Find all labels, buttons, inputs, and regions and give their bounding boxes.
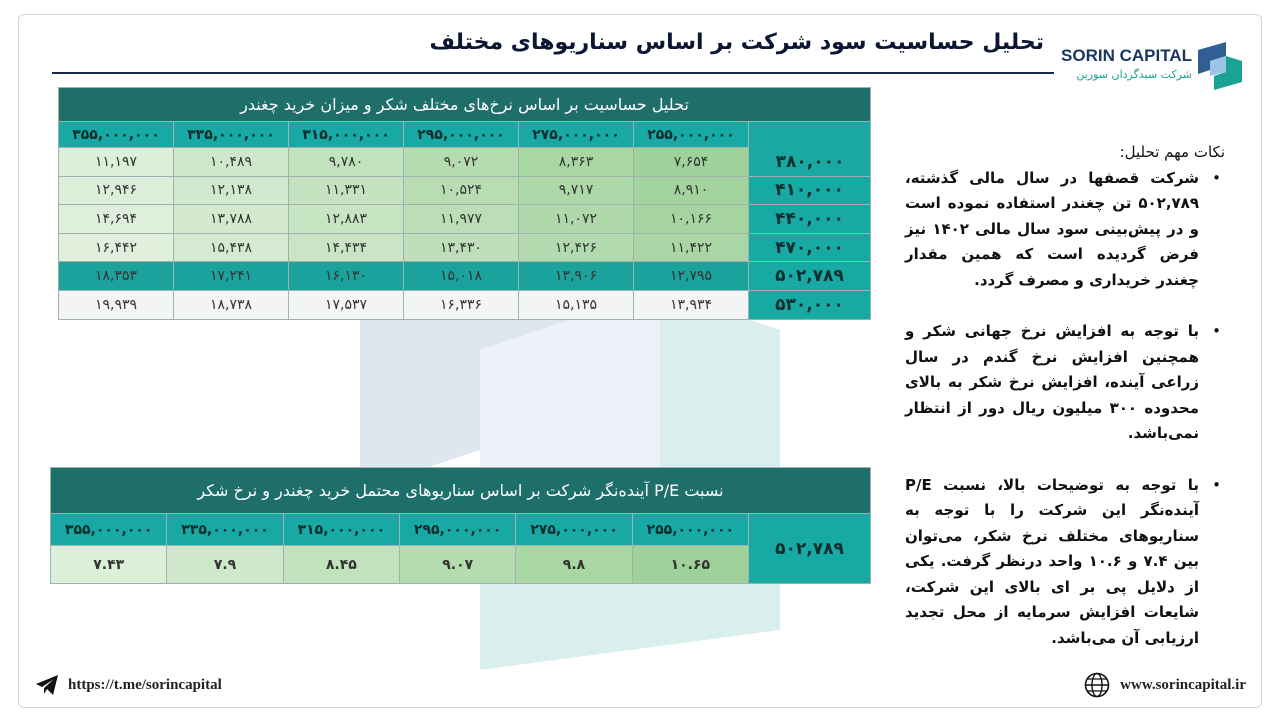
table-cell: ۱۶,۴۴۲ bbox=[59, 233, 174, 262]
table-cell: ۱۴,۶۹۴ bbox=[59, 205, 174, 234]
column-header: ۲۷۵,۰۰۰,۰۰۰ bbox=[516, 514, 632, 546]
page-title: تحلیل حساسیت سود شرکت بر اساس سناریوهای مختلف bbox=[429, 30, 1044, 55]
table-cell: ۱۲,۷۹۵ bbox=[634, 262, 749, 291]
table-row bbox=[59, 290, 871, 319]
table-cell: ۷.۴۳ bbox=[51, 546, 167, 584]
table-row bbox=[59, 205, 871, 234]
table-cell: ۱۱,۰۷۲ bbox=[519, 205, 634, 234]
table-cell: ۸,۹۱۰ bbox=[634, 176, 749, 205]
table-header: نسبت P/E آینده‌نگر شرکت بر اساس سناریوهای محتمل خرید چغندر و نرخ شکر bbox=[51, 468, 871, 514]
table-cell: ۱۲,۸۸۳ bbox=[289, 205, 404, 234]
table-cell: ۱۰,۱۶۶ bbox=[634, 205, 749, 234]
table-cell: ۱۳,۹۳۴ bbox=[634, 290, 749, 319]
row-label: ۴۴۰,۰۰۰ bbox=[749, 205, 871, 234]
table-cell: ۷.۹ bbox=[167, 546, 283, 584]
table-cell: ۹,۷۱۷ bbox=[519, 176, 634, 205]
sensitivity-table bbox=[58, 87, 871, 320]
column-header: ۲۵۵,۰۰۰,۰۰۰ bbox=[634, 122, 749, 148]
table-cell: ۹,۰۷۲ bbox=[404, 148, 519, 177]
list-item: • با توجه به توضیحات بالا، نسبت P/E آینده‌نگر این شرکت را با توجه به سناریوهای مختلف نرخ شکر، می‌توان بین ۷.۴ و ۱۰.۶ واحد درنظر گرفت. یکی از دلایل پی بر ای بالای این شرکت، شایعات افزایش سرمایه از محل تجدید ارزیابی آن می‌باشد. bbox=[905, 473, 1225, 652]
brand-logo bbox=[1061, 40, 1242, 92]
table-cell: ۱۱,۱۹۷ bbox=[59, 148, 174, 177]
table-row-highlight bbox=[59, 262, 871, 291]
row-label: ۳۸۰,۰۰۰ bbox=[775, 152, 845, 172]
title-underline bbox=[52, 72, 1054, 74]
brand-name: SORIN CAPITAL bbox=[1061, 46, 1192, 65]
column-header: ۲۷۵,۰۰۰,۰۰۰ bbox=[519, 122, 634, 148]
column-header: ۲۹۵,۰۰۰,۰۰۰ bbox=[404, 122, 519, 148]
column-header: ۳۱۵,۰۰۰,۰۰۰ bbox=[289, 122, 404, 148]
analysis-notes bbox=[905, 140, 1225, 677]
table-cell: ۹.۰۷ bbox=[400, 546, 516, 584]
table-cell: ۸.۴۵ bbox=[283, 546, 399, 584]
table-cell: ۱۵,۴۳۸ bbox=[174, 233, 289, 262]
column-header: ۳۱۵,۰۰۰,۰۰۰ bbox=[283, 514, 399, 546]
telegram-icon bbox=[36, 675, 58, 695]
notes-heading: نکات مهم تحلیل: bbox=[1119, 143, 1225, 161]
column-header: ۲۵۵,۰۰۰,۰۰۰ bbox=[632, 514, 748, 546]
table-cell: ۱۸,۷۳۸ bbox=[174, 290, 289, 319]
table-cell: ۱۵,۰۱۸ bbox=[404, 262, 519, 291]
table-cell: ۱۲,۱۳۸ bbox=[174, 176, 289, 205]
column-header: ۲۹۵,۰۰۰,۰۰۰ bbox=[400, 514, 516, 546]
row-label: ۵۰۲,۷۸۹ bbox=[749, 514, 871, 584]
telegram-link[interactable] bbox=[36, 670, 222, 700]
row-label: ۴۱۰,۰۰۰ bbox=[749, 176, 871, 205]
table-cell: ۱۱,۴۲۲ bbox=[634, 233, 749, 262]
list-item: • با توجه به افزایش نرخ جهانی شکر و همچنین افزایش نرخ گندم در سال زراعی آینده، افزایش نرخ شکر به بالای محدوده ۳۰۰ میلیون ریال دور از انتظار نمی‌باشد. bbox=[905, 319, 1225, 447]
table-cell: ۱۰.۶۵ bbox=[632, 546, 748, 584]
table-cell: ۱۵,۱۳۵ bbox=[519, 290, 634, 319]
pe-table bbox=[50, 467, 871, 584]
table-header: تحلیل حساسیت بر اساس نرخ‌های مختلف شکر و میزان خرید چغندر bbox=[59, 88, 871, 122]
table-cell: ۹,۷۸۰ bbox=[289, 148, 404, 177]
row-label: ۵۳۰,۰۰۰ bbox=[749, 290, 871, 319]
table-cell: ۱۲,۹۴۶ bbox=[59, 176, 174, 205]
table-cell: ۱۳,۷۸۸ bbox=[174, 205, 289, 234]
brand-subtitle: شرکت سبدگردان سورین bbox=[1076, 68, 1192, 81]
table-cell: ۱۳,۴۳۰ bbox=[404, 233, 519, 262]
column-header: ۳۵۵,۰۰۰,۰۰۰ bbox=[59, 122, 174, 148]
column-header-row bbox=[51, 514, 871, 546]
row-label: ۵۰۲,۷۸۹ bbox=[749, 262, 871, 291]
table-cell: ۱۷,۵۳۷ bbox=[289, 290, 404, 319]
table-cell: ۱۷,۲۴۱ bbox=[174, 262, 289, 291]
website-link[interactable] bbox=[1084, 670, 1246, 700]
list-item: • شرکت قصفها در سال مالی گذشته، ۵۰۲,۷۸۹ تن چغندر استفاده نموده است و در پیش‌بینی سود سال مالی ۱۴۰۲ نیز فرض گردیده است که همین مقدار چغندر خریداری و مصرف گردد. bbox=[905, 166, 1225, 294]
row-label: ۴۷۰,۰۰۰ bbox=[749, 233, 871, 262]
table-cell: ۸,۳۶۳ bbox=[519, 148, 634, 177]
table-cell: ۱۰,۴۸۹ bbox=[174, 148, 289, 177]
table-cell: ۱۱,۳۳۱ bbox=[289, 176, 404, 205]
table-row bbox=[59, 233, 871, 262]
table-cell: ۱۲,۴۲۶ bbox=[519, 233, 634, 262]
website-url[interactable]: www.sorincapital.ir bbox=[1120, 676, 1246, 693]
table-cell: ۱۶,۳۳۶ bbox=[404, 290, 519, 319]
sorin-logo-icon bbox=[1198, 42, 1242, 90]
column-header-row bbox=[59, 122, 871, 148]
table-cell: ۱۰,۵۲۴ bbox=[404, 176, 519, 205]
table-row bbox=[59, 176, 871, 205]
table-cell: ۱۹,۹۳۹ bbox=[59, 290, 174, 319]
table-cell: ۱۶,۱۳۰ bbox=[289, 262, 404, 291]
table-cell: ۱۳,۹۰۶ bbox=[519, 262, 634, 291]
table-cell: ۷,۶۵۴ bbox=[634, 148, 749, 177]
table-cell: ۱۸,۳۵۳ bbox=[59, 262, 174, 291]
column-header: ۳۳۵,۰۰۰,۰۰۰ bbox=[167, 514, 283, 546]
table-cell: ۱۱,۹۷۷ bbox=[404, 205, 519, 234]
column-header: ۳۵۵,۰۰۰,۰۰۰ bbox=[51, 514, 167, 546]
table-row bbox=[51, 546, 871, 584]
notes-list bbox=[905, 166, 1225, 652]
table-cell: ۹.۸ bbox=[516, 546, 632, 584]
column-header: ۳۳۵,۰۰۰,۰۰۰ bbox=[174, 122, 289, 148]
table-cell: ۱۴,۴۳۴ bbox=[289, 233, 404, 262]
globe-icon bbox=[1084, 672, 1110, 698]
telegram-url[interactable]: https://t.me/sorincapital bbox=[68, 676, 222, 693]
